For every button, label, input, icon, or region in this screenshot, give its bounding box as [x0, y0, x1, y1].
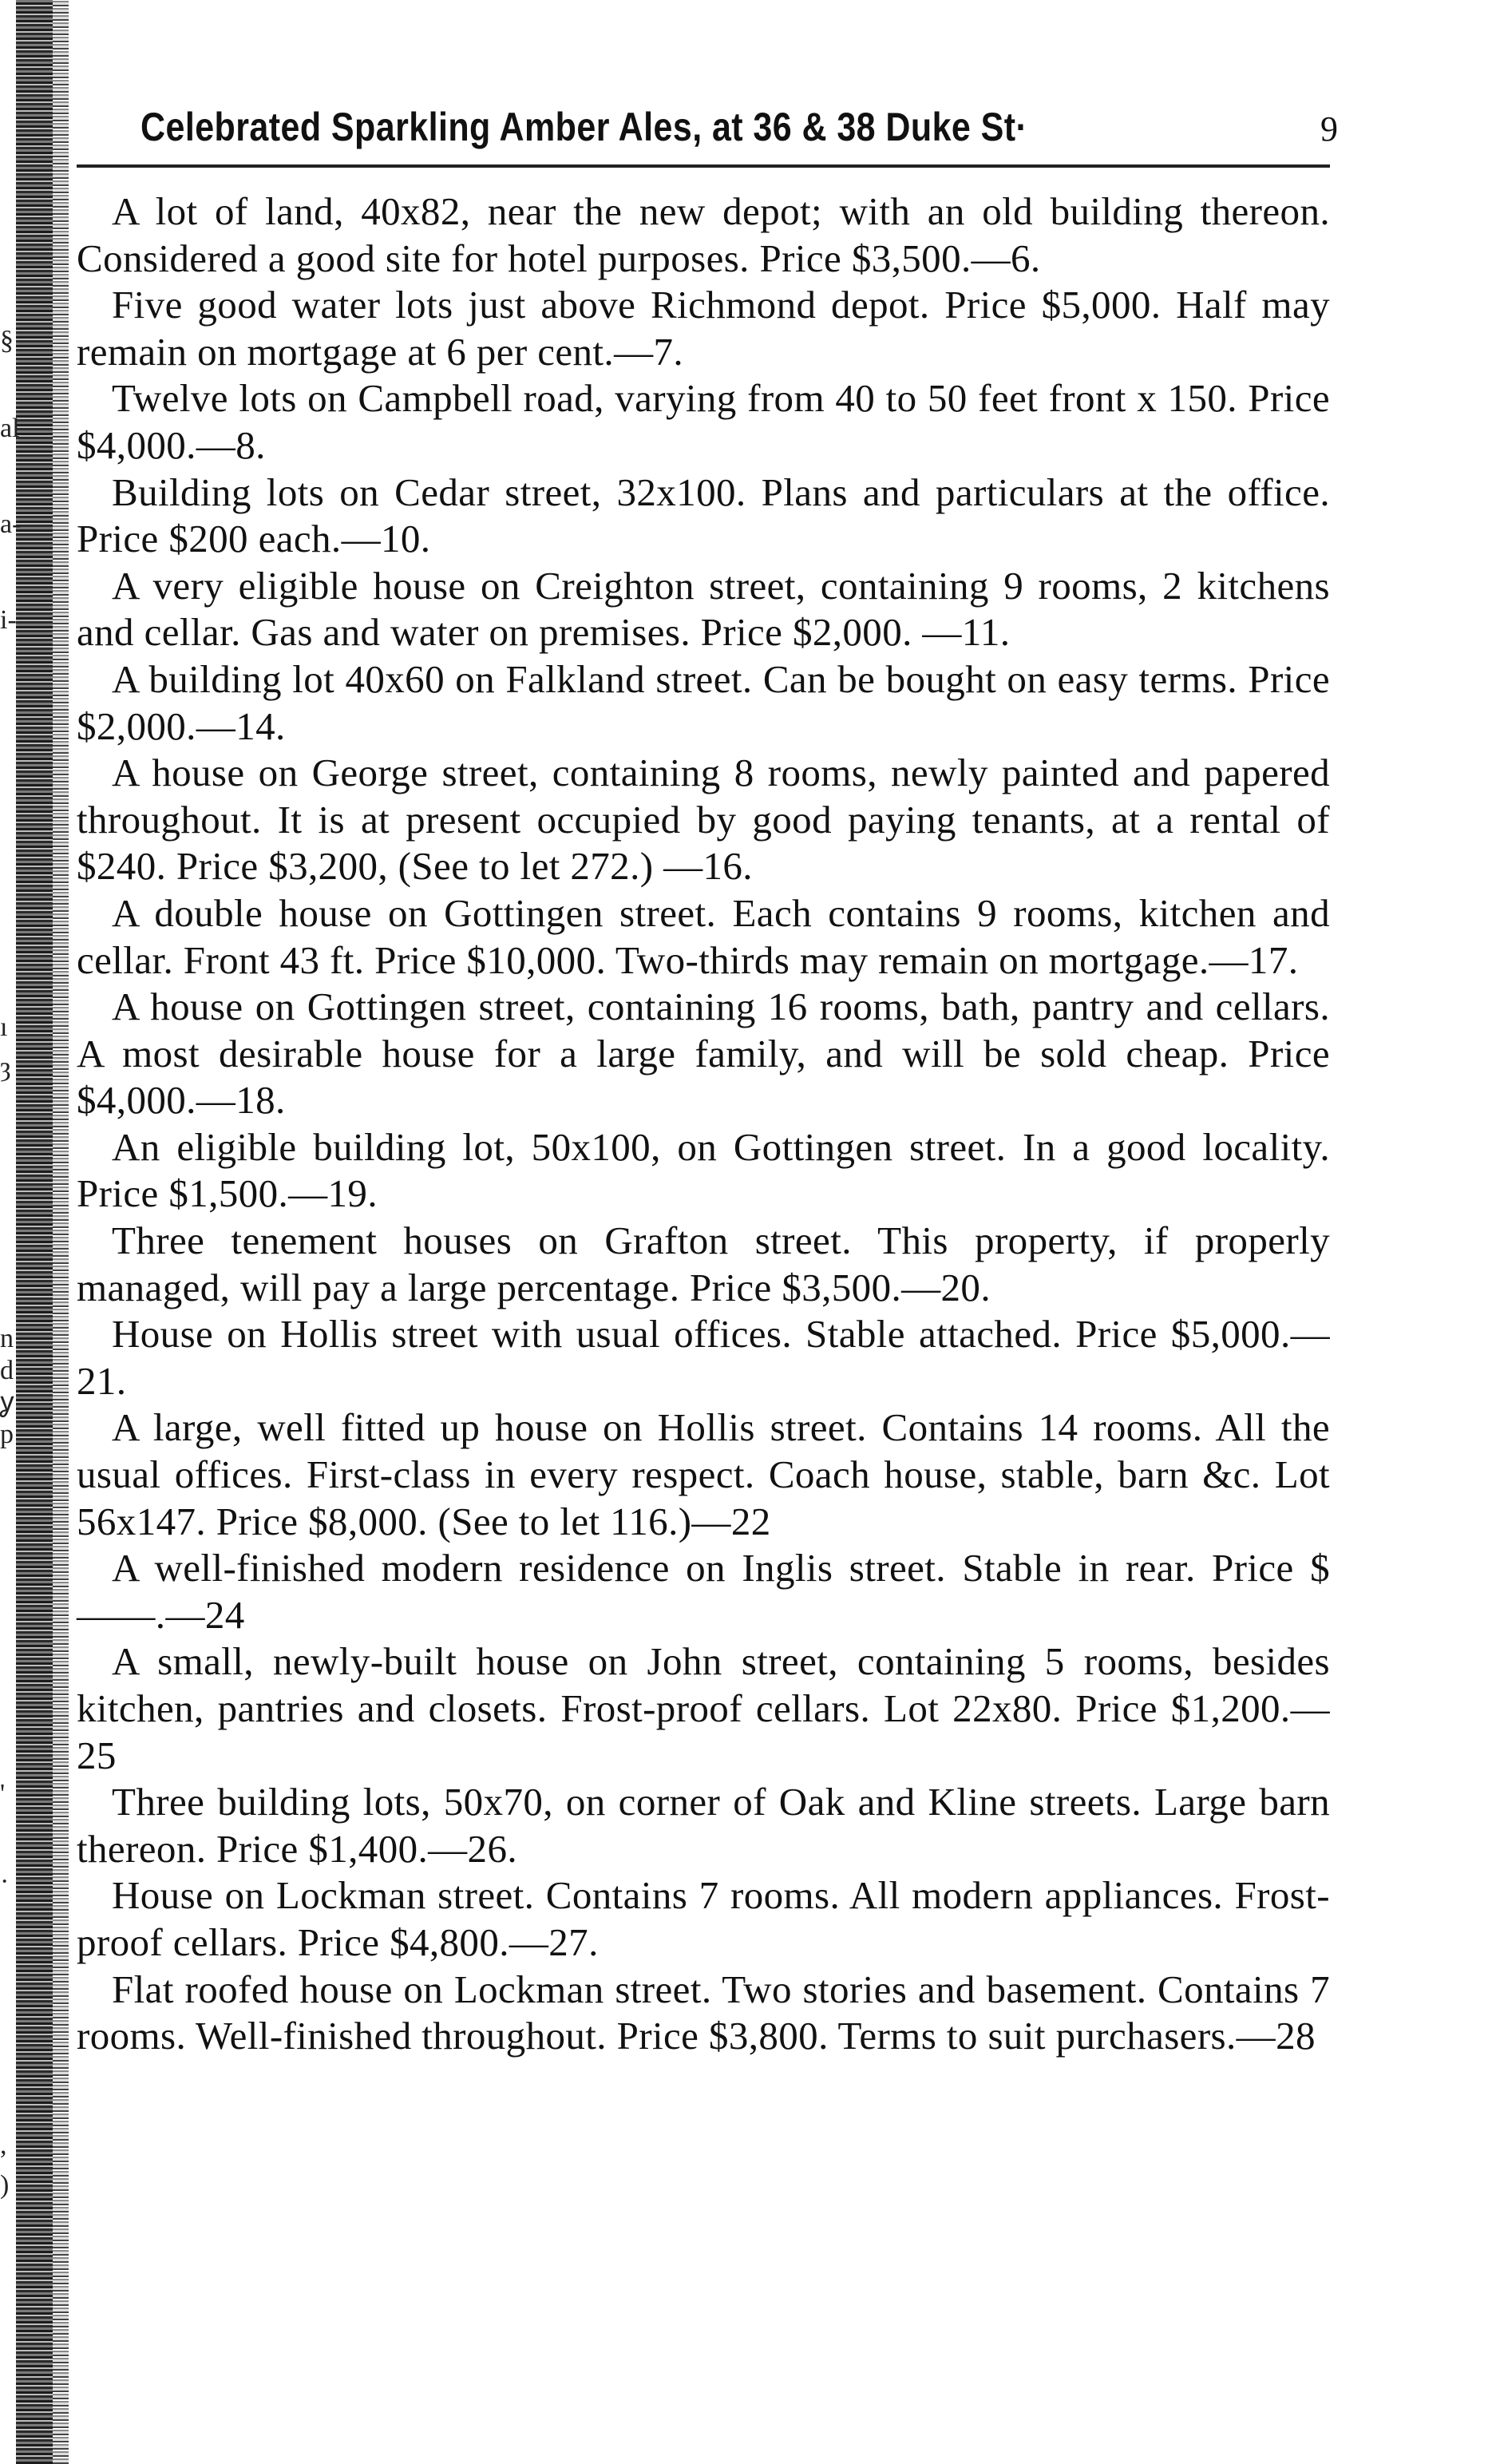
margin-fragment: i- — [0, 605, 17, 635]
margin-fragment: ' — [0, 1779, 6, 1808]
listings — [77, 188, 1330, 2060]
margin-fragment: n — [0, 1324, 14, 1353]
listing-item: A well-finished modern residence on Inglis street. Stable in rear. Price $——.—24 — [77, 1546, 1330, 1637]
margin-fragment: a- — [0, 509, 22, 539]
margin-fragment: · — [0, 1867, 10, 1896]
listing-item: A lot of land, 40x82, near the new depot; with an old building thereon. Considered a good site for hotel purposes. Price $3,500.—6. — [77, 189, 1330, 280]
page — [77, 104, 1338, 2060]
listing-item: Flat roofed house on Lockman street. Two stories and basement. Contains 7 rooms. Well-finished throughout. Price $3,800. Terms to suit purchasers.—28 — [77, 1967, 1330, 2058]
page-number: 9 — [1320, 109, 1338, 149]
listing-item: Three tenement houses on Grafton street. This property, if properly managed, will pay a large percentage. Price $3,500.—20. — [77, 1218, 1330, 1309]
margin-fragment: al — [0, 414, 20, 443]
binding-inner-edge — [53, 0, 69, 2464]
listing-item: Twelve lots on Campbell road, varying from 40 to 50 feet front x 150. Price $4,000.—8. — [77, 376, 1330, 467]
margin-fragment: p — [0, 1420, 14, 1449]
listing-item: A very eligible house on Creighton street, containing 9 rooms, 2 kitchens and cellar. Gas and water on premises. Price $2,000. —11. — [77, 563, 1330, 655]
listing-item: Five good water lots just above Richmond depot. Price $5,000. Half may remain on mortgage at 6 per cent.—7. — [77, 283, 1330, 374]
margin-fragments — [0, 0, 22, 2464]
listing-item: A house on Gottingen street, containing 16 rooms, bath, pantry and cellars. A most desirable house for a large family, and will be sold cheap. Price $4,000.—18. — [77, 984, 1330, 1123]
margin-fragment: ỿ — [0, 1388, 14, 1417]
margin-fragment: ı — [0, 1012, 8, 1042]
margin-fragment: ) — [0, 2170, 10, 2200]
margin-fragment: , — [0, 2130, 7, 2160]
listing-item: An eligible building lot, 50x100, on Gottingen street. In a good locality. Price $1,500.—19. — [77, 1124, 1330, 1216]
listing-item: Three building lots, 50x70, on corner of Oak and Kline streets. Large barn thereon. Price $1,400.—26. — [77, 1780, 1330, 1871]
listing-item: A building lot 40x60 on Falkland street. Can be bought on easy terms. Price $2,000.—14. — [77, 656, 1330, 748]
listing-item: A large, well fitted up house on Hollis street. Contains 14 rooms. All the usual offices. First-class in every respect. Coach house, stable, barn &c. Lot 56x147. Price $8,000. (See to let 116.)—22 — [77, 1405, 1330, 1543]
margin-fragment: ȝ — [0, 1052, 11, 1082]
margin-fragment: § — [0, 326, 14, 355]
header-title: Celebrated Sparkling Amber Ales, at 36 & 38 Duke St· — [140, 105, 1028, 149]
listing-item: Building lots on Cedar street, 32x100. Plans and particulars at the office. Price $200 each.—10. — [77, 469, 1330, 561]
listing-item: A house on George street, containing 8 rooms, newly painted and papered throughout. It is at present occupied by good paying tenants, at a rental of $240. Price $3,200, (See to let 272.) —16. — [77, 751, 1330, 889]
listing-item: A small, newly-built house on John street, containing 5 rooms, besides kitchen, pantries and closets. Frost-proof cellars. Lot 22x80. Price $1,200.—25 — [77, 1639, 1330, 1777]
running-header — [77, 104, 1338, 168]
margin-fragment: d — [0, 1356, 14, 1385]
listing-item: A double house on Gottingen street. Each contains 9 rooms, kitchen and cellar. Front 43 ft. Price $10,000. Two-thirds may remain on mortgage.—17. — [77, 890, 1330, 982]
listing-item: House on Hollis street with usual offices. Stable attached. Price $5,000.—21. — [77, 1312, 1330, 1403]
listing-item: House on Lockman street. Contains 7 rooms. All modern appliances. Frost-proof cellars. Price $4,800.—27. — [77, 1873, 1330, 1964]
